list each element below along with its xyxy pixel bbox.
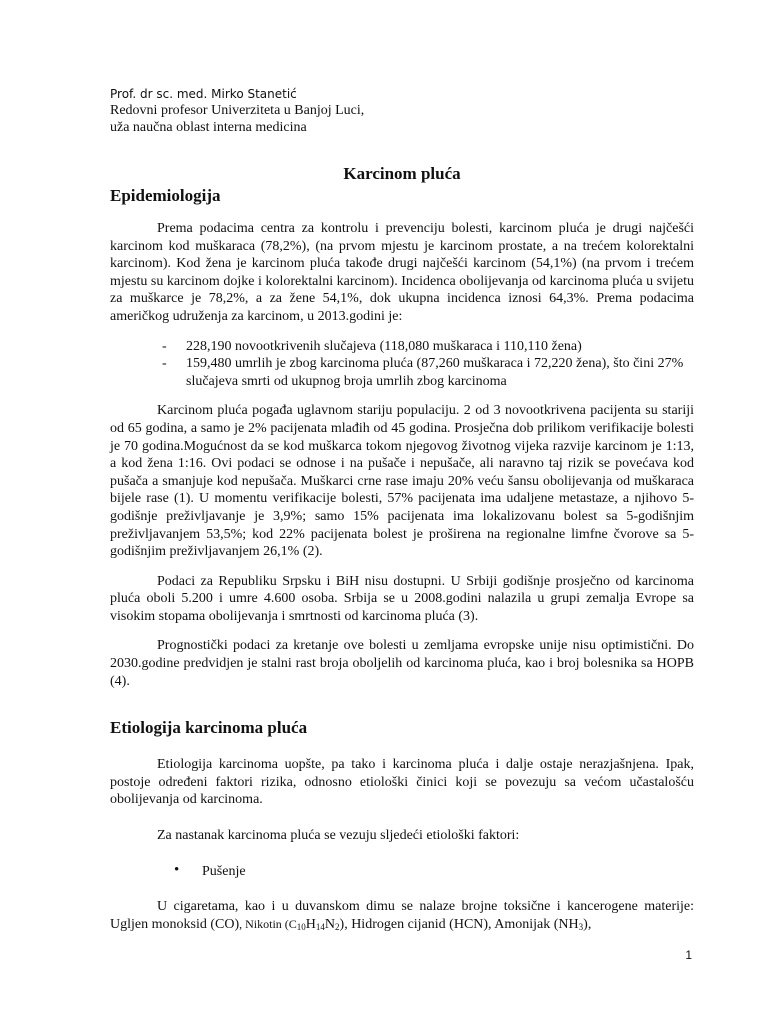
paragraph-text-tail: Prema podacima američkog udruženja za karcinom, u 2013.godini je: <box>110 291 695 324</box>
paragraph: Podaci za Republiku Srpsku i BiH nisu dostupni. U Srbiji godišnje prosječno od karcinoma pluća oboli 5.200 i umre 4.600 osoba. Srbija se u 2008.godini nalazila u grupi zemalja Evrope sa visokim stopama obolijevanja i smrtnosti od karcinoma pluća (3). <box>110 573 694 624</box>
dash-marker: - <box>162 338 167 354</box>
paragraph <box>110 220 694 326</box>
list-item: • Pušenje <box>174 861 246 879</box>
page-number: 1 <box>685 948 692 962</box>
document-page <box>110 86 694 933</box>
list-item: - 228,190 novootkrivenih slučajeva (118,080 muškaraca i 110,110 žena) <box>162 338 582 354</box>
paragraph: Za nastanak karcinoma pluća se vezuju sljedeći etiološki faktori: <box>157 828 520 844</box>
author-position: Redovni profesor Univerziteta u Banjoj Luci, <box>110 103 365 118</box>
dash-marker: - <box>162 356 167 372</box>
author-field: uža naučna oblast interna medicina <box>110 120 307 135</box>
section-heading-etiology: Etiologija karcinoma pluća <box>110 718 308 738</box>
paragraph: Karcinom pluća pogađa uglavnom stariju populaciju. 2 od 3 novootkrivena pacijenta su stariji od 65 godina, a samo je 2% pacijenata mlađih od 45 godina. Prosječna dob prilikom verifikacije bolesti je 70 godina.Mogućnost da se kod muškarca tokom njegovog životnog vijeka razvije karcinom je 1:13, a kod žena 1:16. Ovi podaci se odnose i na pušače i nepušače, ali naravno taj rizik se povećava kod pušača a smanjuje kod nepušača. Muškarci crne rase imaju 20% veću šansu obolijevanja od muškaraca bijele rase (1). U momentu verifikacije bolesti, 57% pacijenata ima udaljene metastaze, a njihovo 5-godišnje preživljavanje je 3,9%; samo 15% pacijenata ima lokalizovanu bolest sa 5-godišnjim preživljavanjem 53,5%; kod 22% pacijenata bolest je proširena na regionalne limfne čvorove sa 5-godišnjim preživljavanjem 26,1% (2). <box>110 403 694 560</box>
paragraph-text: Prema podacima centra za kontrolu i prevenciju bolesti, karcinom pluća je drugi najčešći karcinom kod muškaraca (78,2%), (na prvom mjestu je karcinom prostate, a na trećem kolorektalni karcinom). Kod žena je karcinom pluća takođe drugi najčešći karcinom (54,1%) (na prvom i trećem mjestu su karcinom dojke i kolorektalni karcinom). Incidenca obolijevanja od karcinoma pluća u svijetu za muškarce je 78,2%, a za žene 54,1%, dok ukupna incidenca iznosi 64,3%. <box>110 221 694 307</box>
statistics-list <box>110 338 694 391</box>
paragraph: U cigaretama, kao i u duvanskom dimu se nalaze brojne toksične i kancerogene materije: Ugljen monoksid (CO), Nikotin $(C_{10}H_{14}N_2)$, Hidrogen cijanid (HCN), Amonijak $(NH_3)$, <box>110 899 694 932</box>
factor-list <box>110 863 694 881</box>
bullet-marker: • <box>174 861 180 878</box>
list-item: - 159,480 umrlih je zbog karcinoma pluća (87,260 muškaraca i 72,220 žena), što čini 27% slučajeva smrti od ukupnog broja umrlih zbog karcinoma <box>162 356 684 389</box>
paragraph: Prognostički podaci za kretanje ove bolesti u zemljama evropske unije nisu optimistični. Do 2030.godine predvidjen je stalni rast broja oboljelih od karcinoma pluća, kao i broj bolesnika sa HOPB (4). <box>110 638 694 689</box>
document-title: Karcinom pluća <box>343 164 461 183</box>
paragraph: Etiologija karcinoma uopšte, pa tako i karcinoma pluća i dalje ostaje nerazjašnjena. Ipak, postoje određeni faktori rizika, odnosno etiološki činici koji se povezuju sa većom učastalošću obolijevanja od karcinoma. <box>110 757 694 808</box>
author-name: Prof. dr sc. med. Mirko Stanetić <box>110 87 297 101</box>
section-heading-epidemiology: Epidemiologija <box>110 186 221 205</box>
